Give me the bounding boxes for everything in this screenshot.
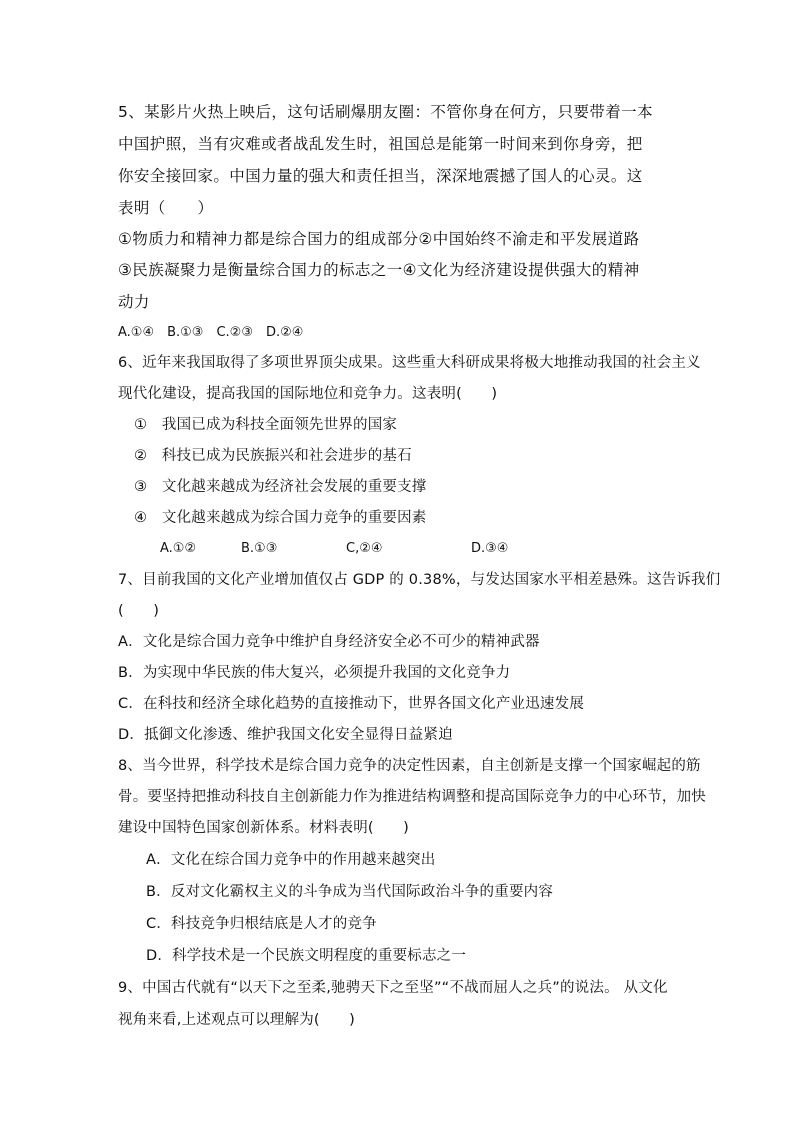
q7-line-1: 7、目前我国的文化产业增加值仅占 GDP 的 0.38%，与发达国家水平相差悬殊。这告诉我们 <box>118 572 721 588</box>
q6-option-a: A.①② <box>160 541 197 556</box>
q8-option-b: B．反对文化霸权主义的斗争成为当代国际政治斗争的重要内容 <box>146 884 554 900</box>
q6-option-b: B.①③ <box>241 541 278 556</box>
q9-line-1: 9、中国古代就有“以天下之至柔,驰骋天下之至坚”“不战而屈人之兵”的说法。 从文化 <box>118 980 668 996</box>
q5-statement-3: 动力 <box>118 293 150 311</box>
q6-item-4: ④ 文化越来越成为综合国力竞争的重要因素 <box>134 510 427 526</box>
q8-option-d: D．科学技术是一个民族文明程度的重要标志之一 <box>146 948 467 964</box>
q7-option-c: C．在科技和经济全球化趋势的直接推动下，世界各国文化产业迅速发展 <box>118 696 585 712</box>
q7-option-a: A．文化是综合国力竞争中维护自身经济安全必不可少的精神武器 <box>118 634 540 650</box>
q7-line-2: ( ) <box>118 603 160 619</box>
q8-option-c: C．科技竞争归根结底是人才的竞争 <box>146 916 377 932</box>
q5-line-4: 表明（ ） <box>118 199 214 217</box>
q5-statement-1: ①物质力和精神力都是综合国力的组成部分②中国始终不渝走和平发展道路 <box>118 230 640 248</box>
q5-line-1: 5、某影片火热上映后，这句话刷爆朋友圈：不管你身在何方，只要带着一本 <box>118 103 653 121</box>
q8-line-1: 8、当今世界，科学技术是综合国力竞争的决定性因素，自主创新是支撑一个国家崛起的筋 <box>118 758 701 774</box>
q8-option-a: A．文化在综合国力竞争中的作用越来越突出 <box>146 852 436 868</box>
q6-item-1: ① 我国已成为科技全面领先世界的国家 <box>134 417 398 433</box>
q6-line-1: 6、近年来我国取得了多项世界顶尖成果。这些重大科研成果将极大地推动我国的社会主义 <box>118 355 701 371</box>
q9-line-2: 视角来看,上述观点可以理解为( ) <box>118 1012 356 1028</box>
q6-option-d: D.③④ <box>471 541 509 556</box>
q6-option-c: C,②④ <box>346 541 383 556</box>
q6-item-2: ② 科技已成为民族振兴和社会进步的基石 <box>134 448 412 464</box>
q5-options: A.①④ B.①③ C.②③ D.②④ <box>118 325 304 340</box>
q5-line-2: 中国护照，当有灾难或者战乱发生时，祖国总是能第一时间来到你身旁，把 <box>118 135 643 153</box>
q7-option-d: D．抵御文化渗透、维护我国文化安全显得日益紧迫 <box>118 727 453 743</box>
q5-line-3: 你安全接回家。中国力量的强大和责任担当，深深地震撼了国人的心灵。这 <box>118 167 643 185</box>
q8-line-2: 骨。要坚持把推动科技自主创新能力作为推进结构调整和提高国际竞争力的中心环节，加快 <box>118 789 706 805</box>
q5-statement-2: ③民族凝聚力是衡量综合国力的标志之一④文化为经济建设提供强大的精神 <box>118 261 640 279</box>
q8-line-3: 建设中国特色国家创新体系。材料表明( ) <box>118 820 410 836</box>
q6-item-3: ③ 文化越来越成为经济社会发展的重要支撑 <box>134 479 427 495</box>
q7-option-b: B．为实现中华民族的伟大复兴，必须提升我国的文化竞争力 <box>118 665 511 681</box>
q6-line-2: 现代化建设，提高我国的国际地位和竞争力。这表明( ) <box>118 386 498 402</box>
